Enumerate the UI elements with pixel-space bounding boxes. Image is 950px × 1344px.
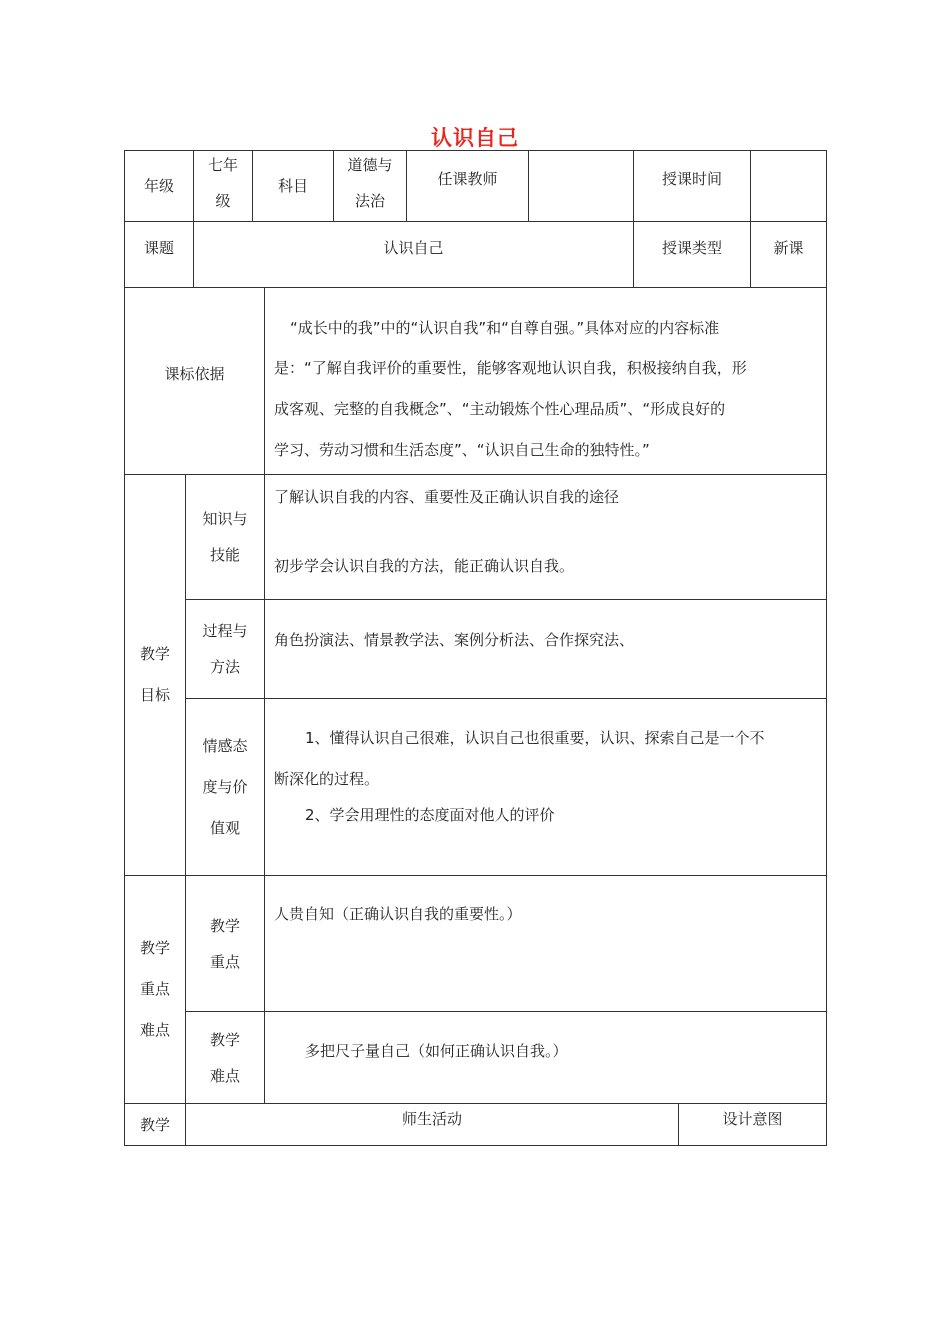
- activity-header: 师生活动: [401, 1110, 462, 1128]
- key-label-line-2: 重点: [139, 980, 170, 998]
- knowledge-line-1: 了解认识自我的内容、重要性及正确认识自我的途径: [274, 488, 620, 506]
- emotion-label-line-1: 情感态: [202, 736, 248, 755]
- topic-value: 认识自己: [383, 239, 444, 257]
- subject-label: 科目: [277, 177, 308, 195]
- emotion-label-line-3: 值观: [209, 818, 240, 837]
- process-header-label: 教学: [139, 1115, 170, 1134]
- key-label-line-1: 教学: [139, 939, 170, 957]
- standard-line-4: 学习、劳动习惯和生活态度”、“认识自己生命的独特性。”: [274, 441, 650, 459]
- key-label: [125, 876, 185, 1103]
- knowledge-label-line-1: 知识与: [202, 510, 248, 528]
- intent-header: 设计意图: [722, 1110, 783, 1128]
- goals-label: [125, 475, 185, 875]
- focus-label-line-1: 教学: [209, 916, 240, 935]
- type-label: 授课类型: [661, 239, 722, 257]
- key-label-line-3: 难点: [139, 1021, 170, 1039]
- subject-value: [334, 145, 406, 221]
- difficulty-text: 多把尺子量自己（如何正确认识自我。）: [305, 1042, 568, 1060]
- standard-line-2: 是：“了解自我评价的重要性，能够客观地认识自我，积极接纳自我，形: [274, 359, 747, 377]
- difficulty-label: [186, 1012, 264, 1103]
- process-method-label-line-2: 方法: [209, 658, 240, 676]
- standard-label: 课标依据: [164, 365, 225, 383]
- topic-label: 课题: [143, 239, 174, 257]
- goals-label-line-2: 目标: [139, 686, 170, 704]
- process-method-label: [186, 600, 264, 698]
- knowledge-label-line-2: 技能: [209, 546, 240, 564]
- time-value: [751, 151, 826, 221]
- difficulty-label-line-1: 教学: [209, 1030, 240, 1049]
- emotion-label: [186, 699, 264, 875]
- focus-label: [186, 876, 264, 1011]
- grade-value-line-1: 七年: [207, 156, 238, 174]
- knowledge-label: [186, 475, 264, 599]
- type-value: 新课: [773, 239, 804, 257]
- emotion-line-2: 断深化的过程。: [274, 770, 380, 788]
- grade-value-line-2: 级: [215, 192, 231, 210]
- teacher-value: [529, 151, 633, 221]
- emotion-line-1: 1、懂得认识自己很难，认识自己也很重要，认识、探索自己是一个不: [305, 729, 765, 747]
- grade-label: 年级: [143, 177, 174, 195]
- subject-value-line-2: 法治: [354, 192, 385, 210]
- grade-value: [194, 145, 252, 221]
- focus-label-line-2: 重点: [209, 952, 240, 971]
- knowledge-line-2: 初步学会认识自我的方法，能正确认识自我。: [274, 557, 575, 575]
- difficulty-label-line-2: 难点: [209, 1066, 240, 1085]
- focus-text: 人贵自知（正确认识自我的重要性。）: [274, 905, 522, 923]
- process-method-label-line-1: 过程与: [202, 622, 248, 640]
- emotion-line-3: 2、学会用理性的态度面对他人的评价: [305, 806, 555, 824]
- emotion-label-line-2: 度与价: [202, 777, 248, 796]
- teacher-label: 任课教师: [437, 170, 498, 188]
- time-label: 授课时间: [661, 170, 722, 188]
- standard-line-1: “成长中的我”中的“认识自我”和“自尊自强。”具体对应的内容标准: [290, 319, 720, 337]
- subject-value-line-1: 道德与: [347, 156, 393, 174]
- goals-label-line-1: 教学: [139, 645, 170, 663]
- document-title: 认识自己: [431, 126, 519, 150]
- standard-line-3: 成客观、完整的自我概念”、“主动锻炼个性心理品质”、“形成良好的: [274, 400, 726, 418]
- process-method-line-1: 角色扮演法、情景教学法、案例分析法、合作探究法、: [274, 631, 635, 649]
